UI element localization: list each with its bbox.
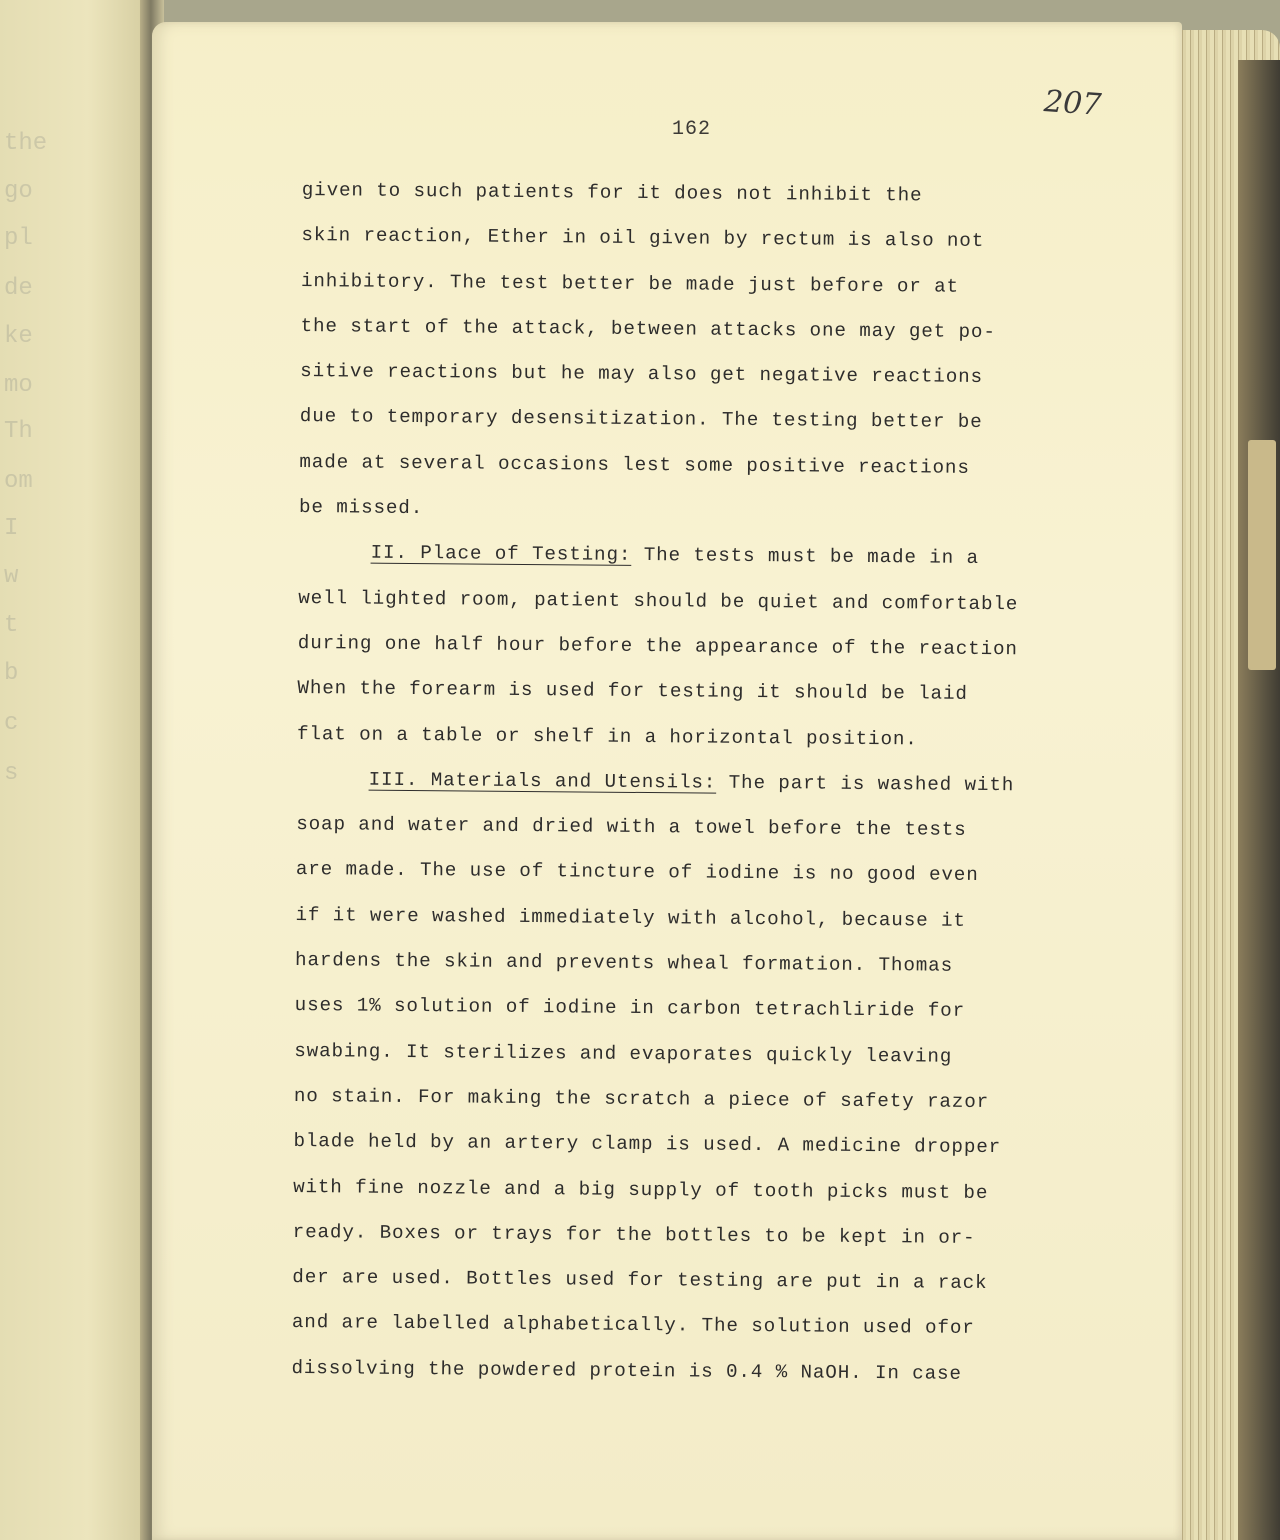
line-text: be missed. xyxy=(298,496,424,520)
text-line xyxy=(294,1074,1134,1127)
text-line xyxy=(292,1300,1132,1353)
text-line xyxy=(301,213,1141,266)
page-number: 162 xyxy=(672,118,712,141)
line-text: are made. The use of tincture of iodine is no good even xyxy=(295,858,979,887)
line-text: with fine nozzle and a big supply of tooth picks must be xyxy=(293,1175,989,1204)
bleed-through-text: om xyxy=(4,468,33,495)
bleed-through-text: Th xyxy=(4,418,33,445)
line-text: the start of the attack, between attacks one may get po- xyxy=(300,314,996,343)
line-text: made at several occasions lest some positive reactions xyxy=(299,450,970,479)
text-line xyxy=(297,666,1137,719)
paper-tab xyxy=(1248,440,1276,670)
line-text: inhibitory. The test better be made just before or at xyxy=(300,269,960,298)
text-line xyxy=(300,394,1140,447)
line-text: given to such patients for it does not inhibit the xyxy=(301,178,923,207)
text-line xyxy=(294,983,1134,1036)
handwritten-folio-number: 207 xyxy=(1042,84,1103,123)
line-text: due to temporary desensitization. The testing better be xyxy=(299,405,983,434)
text-line xyxy=(295,938,1135,991)
bleed-through-text: ke xyxy=(4,323,33,350)
bleed-through-text: c xyxy=(4,710,19,737)
right-page xyxy=(152,22,1182,1540)
bleed-through-text: b xyxy=(4,660,19,687)
line-text: The part is washed with xyxy=(716,771,1015,797)
bleed-through-text: pl xyxy=(4,225,33,252)
text-line xyxy=(298,621,1138,674)
text-line xyxy=(299,440,1139,493)
text-line xyxy=(291,1346,1131,1399)
text-line xyxy=(298,576,1138,629)
section-heading: II. Place of Testing: xyxy=(370,541,632,567)
typed-text-block xyxy=(291,168,1142,1398)
bleed-through-text: I xyxy=(4,515,19,542)
text-line xyxy=(299,485,1139,538)
line-text: ready. Boxes or trays for the bottles to be kept in or- xyxy=(292,1220,976,1249)
line-text: blade held by an artery clamp is used. A medicine dropper xyxy=(293,1130,1002,1159)
text-line xyxy=(293,1164,1133,1217)
line-text: uses 1% solution of iodine in carbon tetrachliride for xyxy=(294,994,966,1023)
bleed-through-text: t xyxy=(4,612,19,639)
text-line xyxy=(297,712,1137,765)
bleed-through-text: the xyxy=(4,130,48,157)
line-text: well lighted room, patient should be quiet and comfortable xyxy=(298,586,1019,615)
line-text: during one half hour before the appearance of the reaction xyxy=(297,631,1018,661)
text-line xyxy=(298,530,1138,583)
line-text: skin reaction, Ether in oil given by rectum is also not xyxy=(301,224,985,253)
bleed-through-text: mo xyxy=(4,372,33,399)
bleed-through-text: s xyxy=(4,760,19,787)
text-line xyxy=(300,349,1140,402)
book-cover-edge xyxy=(1238,60,1280,1540)
line-text: flat on a table or shelf in a horizontal position. xyxy=(296,722,918,750)
line-text: no stain. For making the scratch a piece of safety razor xyxy=(293,1084,990,1113)
line-text: hardens the skin and prevents wheal formation. Thomas xyxy=(294,949,954,977)
line-text: dissolving the powdered protein is 0.4 % NaOH. In case xyxy=(291,1356,962,1385)
line-text: swabing. It sterilizes and evaporates quickly leaving xyxy=(294,1039,953,1068)
line-text: When the forearm is used for testing it should be laid xyxy=(297,677,968,706)
text-line xyxy=(301,259,1141,312)
line-text: der are used. Bottles used for testing are put in a rack xyxy=(292,1266,988,1295)
bleed-through-text: de xyxy=(4,275,33,302)
text-line xyxy=(300,304,1140,357)
left-page xyxy=(0,0,160,1540)
section-heading: III. Materials and Utensils: xyxy=(368,768,717,794)
text-line xyxy=(293,1210,1133,1263)
line-text: soap and water and dried with a towel before the tests xyxy=(296,813,967,841)
bleed-through-text: go xyxy=(4,178,33,205)
text-line xyxy=(295,893,1135,946)
line-text: The tests must be made in a xyxy=(631,544,980,570)
text-line xyxy=(294,1029,1134,1082)
bleed-through-text: w xyxy=(4,563,19,590)
text-line xyxy=(296,847,1136,900)
text-line xyxy=(292,1255,1132,1308)
line-text: if it were washed immediately with alcohol, because it xyxy=(295,903,966,932)
text-line xyxy=(302,168,1142,221)
text-line xyxy=(293,1119,1133,1172)
line-text: sitive reactions but he may also get negative reactions xyxy=(300,360,984,389)
line-text: and are labelled alphabetically. The solution used ofor xyxy=(291,1311,975,1340)
text-line xyxy=(296,802,1136,855)
text-line xyxy=(296,757,1136,810)
